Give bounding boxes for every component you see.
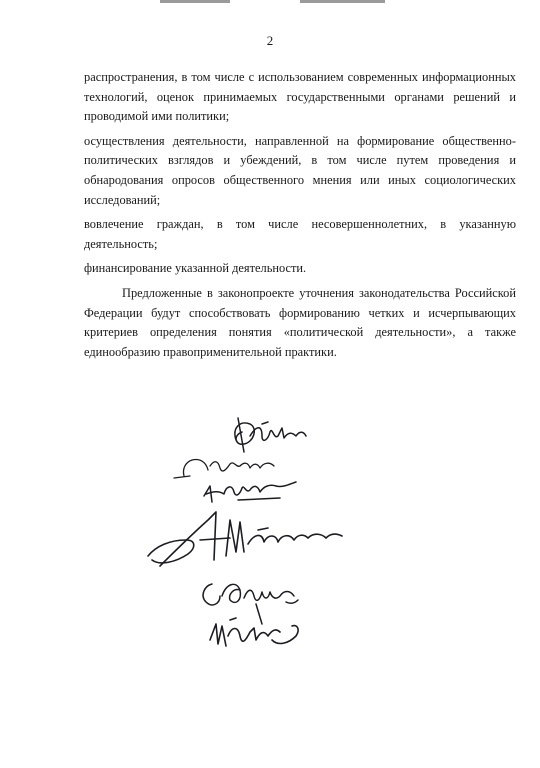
signature-6 xyxy=(210,618,298,646)
signature-3 xyxy=(204,482,296,502)
paragraph-3: вовлечение граждан, в том числе несовершеннолетних, в указанную деятельность; xyxy=(84,217,516,251)
scan-edge-left xyxy=(160,0,230,3)
signature-1 xyxy=(235,418,306,452)
document-body xyxy=(84,68,516,362)
signature-2 xyxy=(174,459,274,478)
paragraph-5: Предложенные в законопроекте уточнения законодательства Российской Федерации будут способствовать формированию четких и исчерпывающих критериев определения понятия «политической деятельности», а также единообразию правоприменительной практики. xyxy=(84,285,516,359)
paragraph-2: осуществления деятельности, направленной на формирование общественно-политических взглядов и убеждений, в том числе путем проведения и обнародования опросов общественного мнения или иных социологических исследований; xyxy=(84,133,516,207)
signature-4 xyxy=(148,512,342,566)
scan-edge-right xyxy=(300,0,385,3)
paragraph-1: распространения, в том числе с использованием современных информационных технологий, оценок принимаемых государственными органами решений и проводимой ими политики; xyxy=(84,70,516,124)
paragraph-4: финансирование указанной деятельности. xyxy=(84,261,307,276)
signature-5 xyxy=(203,584,298,624)
page-number: 2 xyxy=(266,33,274,48)
